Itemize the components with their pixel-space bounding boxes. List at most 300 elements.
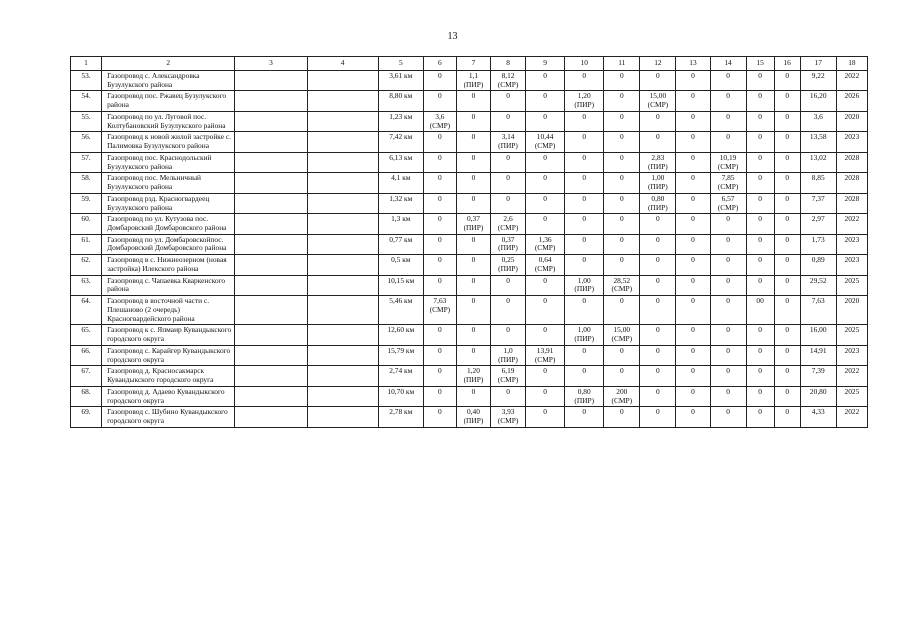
- row-number: 64.: [71, 296, 102, 325]
- column-number-row: [71, 57, 868, 71]
- column-number: 17: [800, 57, 836, 71]
- col-14: 7,85 (СМР): [710, 173, 746, 193]
- col-12: 0: [640, 407, 676, 427]
- col-9: 0: [526, 325, 565, 345]
- col-4: [307, 71, 378, 91]
- col-3: [235, 152, 307, 172]
- col-8: 0: [491, 275, 526, 295]
- object-name: Газопровод в восточной части с. Плешаново (2 очередь) Красногвардейского района: [102, 296, 235, 325]
- table-row: [71, 91, 868, 111]
- year: 2023: [836, 345, 867, 365]
- col-3: [235, 173, 307, 193]
- col-14: 0: [710, 275, 746, 295]
- col-4: [307, 91, 378, 111]
- col-15: 0: [746, 345, 774, 365]
- total-cost: 2,97: [800, 214, 836, 234]
- col-12: 0: [640, 296, 676, 325]
- col-11: 0: [604, 296, 640, 325]
- col-11: 0: [604, 173, 640, 193]
- col-3: [235, 366, 307, 386]
- col-4: [307, 366, 378, 386]
- col-15: 0: [746, 91, 774, 111]
- col-9: 13,91 (СМР): [526, 345, 565, 365]
- column-number: 7: [456, 57, 490, 71]
- col-13: 0: [676, 111, 710, 131]
- col-16: 0: [774, 111, 800, 131]
- col-9: 0: [526, 366, 565, 386]
- table-row: [71, 366, 868, 386]
- col-9: 0: [526, 152, 565, 172]
- object-name: Газопровод с. Чапаевка Кваркенского района: [102, 275, 235, 295]
- table-row: [71, 234, 868, 254]
- total-cost: 13,02: [800, 152, 836, 172]
- col-13: 0: [676, 132, 710, 152]
- col-4: [307, 255, 378, 275]
- col-16: 0: [774, 345, 800, 365]
- column-number: 1: [71, 57, 102, 71]
- col-3: [235, 71, 307, 91]
- col-3: [235, 255, 307, 275]
- table-row: [71, 325, 868, 345]
- col-10: 0: [565, 152, 604, 172]
- column-number: 6: [423, 57, 456, 71]
- table-row: [71, 275, 868, 295]
- col-13: 0: [676, 214, 710, 234]
- col-7: 0: [456, 132, 490, 152]
- row-number: 68.: [71, 386, 102, 406]
- row-number: 69.: [71, 407, 102, 427]
- col-16: 0: [774, 275, 800, 295]
- col-4: [307, 111, 378, 131]
- col-15: 00: [746, 296, 774, 325]
- col-4: [307, 296, 378, 325]
- pipeline-length: 1,23 км: [378, 111, 423, 131]
- col-8: 0: [491, 386, 526, 406]
- year: 2020: [836, 296, 867, 325]
- col-14: 0: [710, 345, 746, 365]
- object-name: Газопровод с. Карайгер Кувандыкского городского округа: [102, 345, 235, 365]
- year: 2028: [836, 152, 867, 172]
- col-10: 0: [565, 407, 604, 427]
- object-name: Газопровод д. Красносакмарск Кувандыкского городского округа: [102, 366, 235, 386]
- col-4: [307, 407, 378, 427]
- col-11: 0: [604, 255, 640, 275]
- col-9: 0: [526, 214, 565, 234]
- col-13: 0: [676, 91, 710, 111]
- col-7: 0: [456, 193, 490, 213]
- col-4: [307, 345, 378, 365]
- col-13: 0: [676, 296, 710, 325]
- col-10: 0: [565, 214, 604, 234]
- col-16: 0: [774, 152, 800, 172]
- object-name: Газопровод д. Адаево Кувандыкского городского округа: [102, 386, 235, 406]
- col-7: 0,40 (ПИР): [456, 407, 490, 427]
- col-10: 0: [565, 193, 604, 213]
- col-7: 0: [456, 345, 490, 365]
- pipeline-length: 2,78 км: [378, 407, 423, 427]
- col-9: 0: [526, 173, 565, 193]
- column-number: 9: [526, 57, 565, 71]
- col-3: [235, 407, 307, 427]
- col-13: 0: [676, 386, 710, 406]
- table-row: [71, 173, 868, 193]
- pipeline-length: 3,61 км: [378, 71, 423, 91]
- col-15: 0: [746, 386, 774, 406]
- row-number: 59.: [71, 193, 102, 213]
- col-10: 1,20 (ПИР): [565, 91, 604, 111]
- col-14: 0: [710, 132, 746, 152]
- col-12: 2,83 (ПИР): [640, 152, 676, 172]
- total-cost: 29,52: [800, 275, 836, 295]
- col-9: 0: [526, 193, 565, 213]
- column-number: 15: [746, 57, 774, 71]
- col-8: 2,6 (СМР): [491, 214, 526, 234]
- column-number: 2: [102, 57, 235, 71]
- year: 2028: [836, 193, 867, 213]
- col-16: 0: [774, 296, 800, 325]
- year: 2022: [836, 366, 867, 386]
- col-7: 0: [456, 325, 490, 345]
- col-9: 0,64 (СМР): [526, 255, 565, 275]
- col-7: 0: [456, 173, 490, 193]
- column-number: 5: [378, 57, 423, 71]
- table-row: [71, 193, 868, 213]
- col-6: 0: [423, 386, 456, 406]
- year: 2020: [836, 111, 867, 131]
- col-10: 0: [565, 255, 604, 275]
- total-cost: 1,73: [800, 234, 836, 254]
- total-cost: 7,39: [800, 366, 836, 386]
- col-12: 0: [640, 132, 676, 152]
- col-11: 0: [604, 91, 640, 111]
- col-3: [235, 325, 307, 345]
- col-16: 0: [774, 71, 800, 91]
- table-row: [71, 132, 868, 152]
- col-16: 0: [774, 193, 800, 213]
- col-9: 0: [526, 71, 565, 91]
- col-4: [307, 173, 378, 193]
- col-14: 0: [710, 386, 746, 406]
- total-cost: 14,91: [800, 345, 836, 365]
- col-14: 0: [710, 71, 746, 91]
- column-number: 12: [640, 57, 676, 71]
- col-16: 0: [774, 325, 800, 345]
- year: 2026: [836, 91, 867, 111]
- col-4: [307, 386, 378, 406]
- col-6: 0: [423, 152, 456, 172]
- col-3: [235, 132, 307, 152]
- col-6: 0: [423, 214, 456, 234]
- row-number: 61.: [71, 234, 102, 254]
- column-number: 10: [565, 57, 604, 71]
- col-11: 28,52 (СМР): [604, 275, 640, 295]
- pipeline-length: 2,74 км: [378, 366, 423, 386]
- row-number: 55.: [71, 111, 102, 131]
- col-11: 200 (СМР): [604, 386, 640, 406]
- object-name: Газопровод по ул. Домбаровскойпос. Домбаровский Домбаровского района: [102, 234, 235, 254]
- col-8: 6,19 (СМР): [491, 366, 526, 386]
- col-8: 8,12 (СМР): [491, 71, 526, 91]
- col-15: 0: [746, 71, 774, 91]
- col-12: 0: [640, 234, 676, 254]
- col-12: 0: [640, 345, 676, 365]
- col-9: 10,44 (СМР): [526, 132, 565, 152]
- year: 2025: [836, 386, 867, 406]
- col-10: 0: [565, 296, 604, 325]
- col-8: 0: [491, 325, 526, 345]
- col-7: 1,1 (ПИР): [456, 71, 490, 91]
- col-7: 0: [456, 275, 490, 295]
- col-13: 0: [676, 193, 710, 213]
- col-16: 0: [774, 386, 800, 406]
- col-11: 0: [604, 234, 640, 254]
- col-16: 0: [774, 91, 800, 111]
- col-15: 0: [746, 111, 774, 131]
- column-number: 13: [676, 57, 710, 71]
- total-cost: 20,80: [800, 386, 836, 406]
- col-3: [235, 111, 307, 131]
- col-12: 0: [640, 386, 676, 406]
- col-12: 0: [640, 325, 676, 345]
- col-7: 0: [456, 234, 490, 254]
- col-10: 0,80 (ПИР): [565, 386, 604, 406]
- col-12: 0: [640, 71, 676, 91]
- table-row: [71, 255, 868, 275]
- col-9: 0: [526, 407, 565, 427]
- col-16: 0: [774, 173, 800, 193]
- col-14: 0: [710, 325, 746, 345]
- total-cost: 13,58: [800, 132, 836, 152]
- pipeline-length: 0,5 км: [378, 255, 423, 275]
- col-4: [307, 234, 378, 254]
- pipeline-length: 6,13 км: [378, 152, 423, 172]
- object-name: Газопровод по ул. Луговой пос. Колтубановский Бузулукского района: [102, 111, 235, 131]
- table-row: [71, 214, 868, 234]
- col-10: 0: [565, 132, 604, 152]
- row-number: 66.: [71, 345, 102, 365]
- col-10: 0: [565, 173, 604, 193]
- col-3: [235, 275, 307, 295]
- pipeline-length: 15,79 км: [378, 345, 423, 365]
- col-15: 0: [746, 214, 774, 234]
- col-7: 0: [456, 111, 490, 131]
- col-13: 0: [676, 71, 710, 91]
- pipeline-length: 0,77 км: [378, 234, 423, 254]
- col-7: 0: [456, 296, 490, 325]
- table-row: [71, 386, 868, 406]
- col-7: 0: [456, 386, 490, 406]
- year: 2022: [836, 71, 867, 91]
- col-11: 0: [604, 111, 640, 131]
- column-number: 16: [774, 57, 800, 71]
- col-6: 7,63 (СМР): [423, 296, 456, 325]
- object-name: Газопровод пос. Краснодольский Бузулукского района: [102, 152, 235, 172]
- row-number: 63.: [71, 275, 102, 295]
- row-number: 62.: [71, 255, 102, 275]
- col-14: 10,19 (СМР): [710, 152, 746, 172]
- col-6: 0: [423, 275, 456, 295]
- col-6: 0: [423, 71, 456, 91]
- col-13: 0: [676, 366, 710, 386]
- col-6: 0: [423, 407, 456, 427]
- col-10: 0: [565, 366, 604, 386]
- pipeline-length: 4,1 км: [378, 173, 423, 193]
- col-8: 0: [491, 296, 526, 325]
- col-10: 1,00 (ПИР): [565, 275, 604, 295]
- year: 2025: [836, 275, 867, 295]
- col-15: 0: [746, 366, 774, 386]
- column-number: 3: [235, 57, 307, 71]
- pipeline-length: 8,80 км: [378, 91, 423, 111]
- column-number: 11: [604, 57, 640, 71]
- col-15: 0: [746, 275, 774, 295]
- col-12: 1,00 (ПИР): [640, 173, 676, 193]
- row-number: 54.: [71, 91, 102, 111]
- col-6: 0: [423, 325, 456, 345]
- col-14: 0: [710, 366, 746, 386]
- col-7: 1,20 (ПИР): [456, 366, 490, 386]
- col-10: 0: [565, 345, 604, 365]
- col-15: 0: [746, 173, 774, 193]
- year: 2023: [836, 234, 867, 254]
- col-16: 0: [774, 255, 800, 275]
- col-6: 0: [423, 234, 456, 254]
- col-8: 3,93 (СМР): [491, 407, 526, 427]
- object-name: Газопровод рзд. Красногвардеец Бузулукского района: [102, 193, 235, 213]
- col-16: 0: [774, 132, 800, 152]
- col-11: 0: [604, 345, 640, 365]
- col-15: 0: [746, 255, 774, 275]
- col-3: [235, 345, 307, 365]
- column-number: 18: [836, 57, 867, 71]
- total-cost: 16,00: [800, 325, 836, 345]
- row-number: 67.: [71, 366, 102, 386]
- pipeline-length: 10,70 км: [378, 386, 423, 406]
- col-13: 0: [676, 345, 710, 365]
- col-8: 0: [491, 152, 526, 172]
- row-number: 60.: [71, 214, 102, 234]
- col-11: 15,00 (СМР): [604, 325, 640, 345]
- col-11: 0: [604, 71, 640, 91]
- col-8: 0: [491, 173, 526, 193]
- col-14: 6,57 (СМР): [710, 193, 746, 213]
- total-cost: 9,22: [800, 71, 836, 91]
- col-14: 0: [710, 91, 746, 111]
- table-row: [71, 111, 868, 131]
- col-6: 3,6 (СМР): [423, 111, 456, 131]
- row-number: 58.: [71, 173, 102, 193]
- col-6: 0: [423, 173, 456, 193]
- col-3: [235, 386, 307, 406]
- pipeline-length: 10,15 км: [378, 275, 423, 295]
- col-12: 0: [640, 214, 676, 234]
- pipeline-length: 12,60 км: [378, 325, 423, 345]
- col-6: 0: [423, 132, 456, 152]
- table-row: [71, 407, 868, 427]
- col-8: 0: [491, 193, 526, 213]
- col-12: 15,00 (СМР): [640, 91, 676, 111]
- col-4: [307, 325, 378, 345]
- col-13: 0: [676, 325, 710, 345]
- col-8: 0,25 (ПИР): [491, 255, 526, 275]
- col-8: 0,37 (ПИР): [491, 234, 526, 254]
- pipeline-length: 1,32 км: [378, 193, 423, 213]
- col-4: [307, 275, 378, 295]
- year: 2028: [836, 173, 867, 193]
- col-15: 0: [746, 407, 774, 427]
- object-name: Газопровод в с. Нижнеозерном (новая застройка) Илекского района: [102, 255, 235, 275]
- col-12: 0,80 (ПИР): [640, 193, 676, 213]
- col-3: [235, 214, 307, 234]
- col-15: 0: [746, 193, 774, 213]
- page-number: 13: [447, 31, 458, 42]
- col-10: 1,00 (ПИР): [565, 325, 604, 345]
- pipeline-length: 7,42 км: [378, 132, 423, 152]
- object-name: Газопровод с. Шубино Кувандыкского городского округа: [102, 407, 235, 427]
- col-6: 0: [423, 366, 456, 386]
- col-7: 0: [456, 152, 490, 172]
- col-14: 0: [710, 214, 746, 234]
- column-number: 14: [710, 57, 746, 71]
- col-13: 0: [676, 275, 710, 295]
- col-10: 0: [565, 234, 604, 254]
- object-name: Газопровод к с. Япмаир Кувандыкского городского округа: [102, 325, 235, 345]
- total-cost: 3,6: [800, 111, 836, 131]
- col-11: 0: [604, 193, 640, 213]
- col-12: 0: [640, 255, 676, 275]
- pipeline-length: 1,3 км: [378, 214, 423, 234]
- row-number: 65.: [71, 325, 102, 345]
- col-3: [235, 234, 307, 254]
- year: 2023: [836, 255, 867, 275]
- col-8: 3,14 (ПИР): [491, 132, 526, 152]
- table-row: [71, 152, 868, 172]
- col-11: 0: [604, 407, 640, 427]
- col-7: 0: [456, 91, 490, 111]
- col-11: 0: [604, 152, 640, 172]
- col-9: 0: [526, 275, 565, 295]
- col-10: 0: [565, 111, 604, 131]
- col-4: [307, 152, 378, 172]
- col-13: 0: [676, 234, 710, 254]
- col-15: 0: [746, 132, 774, 152]
- col-12: 0: [640, 111, 676, 131]
- col-16: 0: [774, 214, 800, 234]
- col-14: 0: [710, 234, 746, 254]
- col-15: 0: [746, 234, 774, 254]
- table-row: [71, 345, 868, 365]
- col-4: [307, 214, 378, 234]
- col-7: 0,37 (ПИР): [456, 214, 490, 234]
- total-cost: 4,33: [800, 407, 836, 427]
- col-6: 0: [423, 345, 456, 365]
- col-15: 0: [746, 325, 774, 345]
- col-8: 0: [491, 111, 526, 131]
- table-row: [71, 71, 868, 91]
- col-8: 0: [491, 91, 526, 111]
- year: 2025: [836, 325, 867, 345]
- col-13: 0: [676, 152, 710, 172]
- col-14: 0: [710, 255, 746, 275]
- col-13: 0: [676, 173, 710, 193]
- col-11: 0: [604, 132, 640, 152]
- year: 2022: [836, 407, 867, 427]
- col-9: 0: [526, 111, 565, 131]
- column-number: 4: [307, 57, 378, 71]
- total-cost: 0,89: [800, 255, 836, 275]
- table-row: [71, 296, 868, 325]
- col-3: [235, 193, 307, 213]
